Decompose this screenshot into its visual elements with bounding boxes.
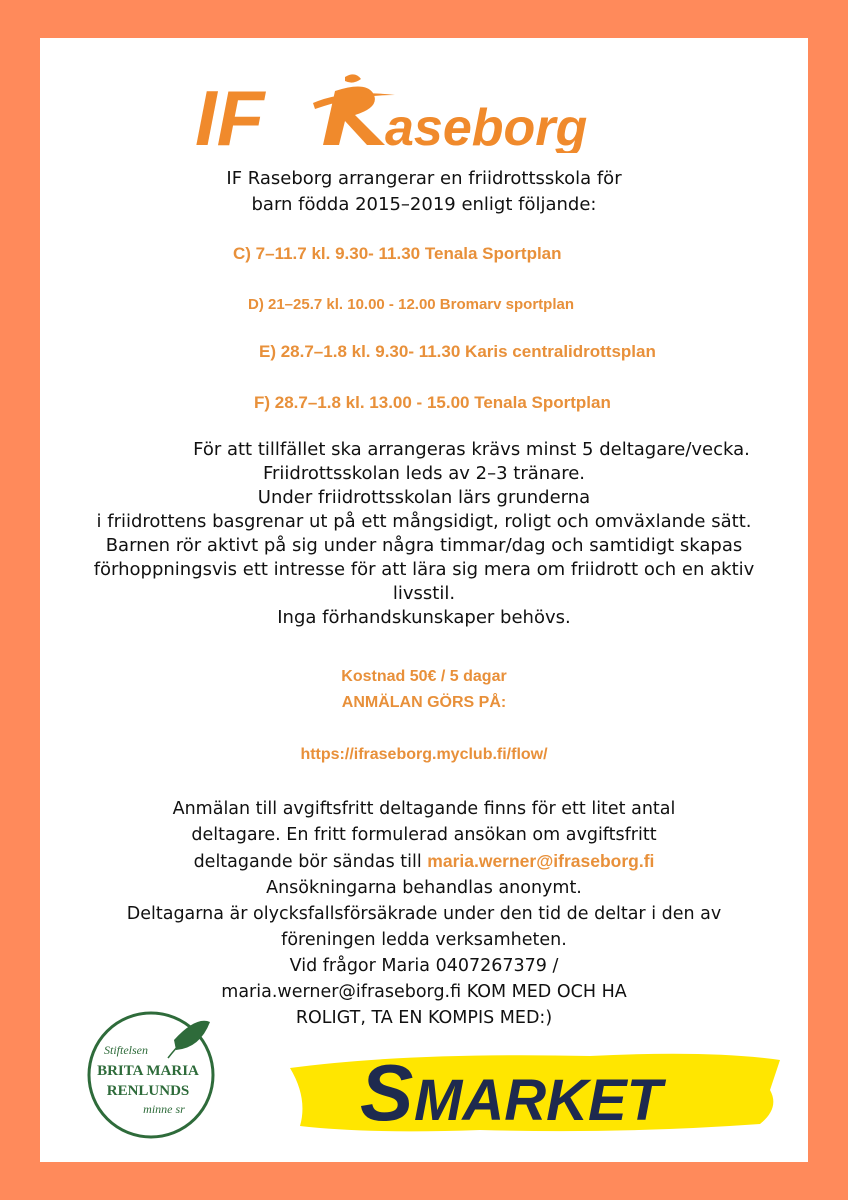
intro-line-2: barn födda 2015–2019 enligt följande:	[251, 194, 597, 215]
svg-text:BRITA MARIA: BRITA MARIA	[97, 1063, 199, 1079]
description-line: livsstil.	[392, 583, 456, 604]
description-line: Inga förhandskunskaper behövs.	[277, 607, 571, 628]
description-line: Barnen rör aktivt på sig under några timmar/dag och samtidigt skapas	[105, 535, 743, 556]
svg-text:Stiftelsen: Stiftelsen	[104, 1043, 148, 1057]
logo-if-text: IF	[195, 74, 265, 153]
s-market-logo	[290, 1038, 790, 1138]
description-line: Friidrottsskolan leds av 2–3 tränare.	[262, 463, 586, 484]
fee-info-line: maria.werner@ifraseborg.fi KOM MED OCH HA	[221, 982, 627, 1002]
svg-text:minne sr: minne sr	[143, 1102, 185, 1116]
svg-text:RENLUNDS: RENLUNDS	[106, 1083, 190, 1099]
fee-info-line: ROLIGT, TA EN KOMPIS MED:)	[295, 1008, 553, 1028]
fee-info-line: föreningen ledda verksamheten.	[281, 930, 567, 950]
fee-info-text	[40, 796, 808, 1031]
fee-info-line: Anmälan till avgiftsfritt deltagande finns för ett litet antal	[172, 799, 676, 819]
runner-icon	[313, 74, 395, 145]
intro-text	[40, 166, 808, 218]
description-line: För att tillfället ska arrangeras krävs minst 5 deltagare/vecka.	[193, 439, 750, 460]
fee-info-line: deltagande bör sändas till maria.werner@ifraseborg.fi	[193, 851, 655, 872]
schedule-item-f: F) 28.7–1.8 kl. 13.00 - 15.00 Tenala Sportplan	[254, 393, 611, 412]
signup-link[interactable]: https://ifraseborg.myclub.fi/flow/	[300, 746, 548, 763]
fee-info-line: Ansökningarna behandlas anonymt.	[266, 878, 582, 898]
svg-text:MARKET: MARKET	[414, 1068, 663, 1133]
description-text	[40, 438, 808, 630]
contact-email-link[interactable]: maria.werner@ifraseborg.fi	[427, 851, 655, 871]
cost-text: Kostnad 50€ / 5 dagar	[341, 668, 507, 685]
s-letter-icon: S	[360, 1048, 414, 1137]
description-line: förhoppningsvis ett intresse för att lära sig mera om friidrott och en aktiv	[93, 559, 755, 580]
logo-raseborg-text: aseborg	[385, 99, 588, 153]
schedule-item-c: C) 7–11.7 kl. 9.30- 11.30 Tenala Sportplan	[233, 244, 562, 263]
description-line: i friidrottens basgrenar ut på ett mångsidigt, roligt och omväxlande sätt.	[96, 511, 752, 532]
if-raseborg-logo	[195, 73, 655, 153]
description-line: Under friidrottsskolan lärs grunderna	[257, 487, 591, 508]
schedule-item-d: D) 21–25.7 kl. 10.00 - 12.00 Bromarv sportplan	[248, 296, 574, 313]
signup-heading: ANMÄLAN GÖRS PÅ:	[341, 694, 507, 711]
fee-info-line: deltagare. En fritt formulerad ansökan om avgiftsfritt	[191, 825, 657, 845]
brita-maria-renlunds-seal	[86, 1010, 216, 1140]
fee-info-line: Vid frågor Maria 0407267379 /	[289, 956, 559, 976]
fee-info-line: Deltagarna är olycksfallsförsäkrade under den tid de deltar i den av	[126, 904, 722, 924]
poster-page	[40, 38, 808, 1162]
intro-line-1: IF Raseborg arrangerar en friidrottsskola för	[226, 168, 622, 189]
schedule-item-e: E) 28.7–1.8 kl. 9.30- 11.30 Karis centralidrottsplan	[259, 342, 656, 361]
